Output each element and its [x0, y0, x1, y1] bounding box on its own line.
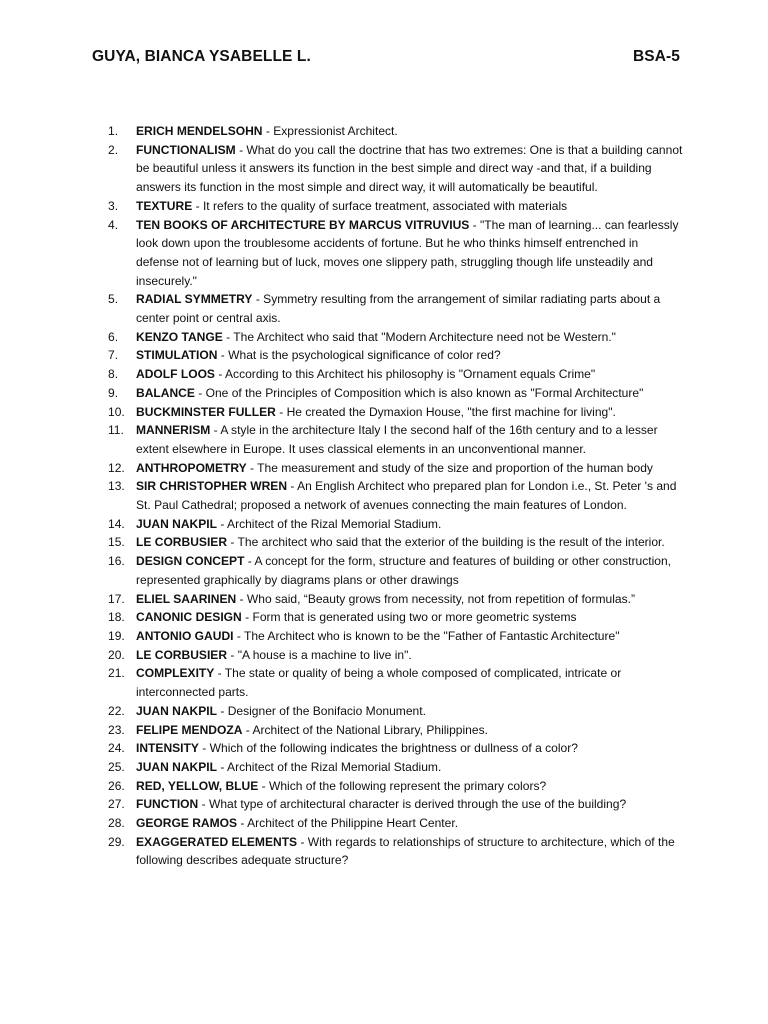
- item-term: TEXTURE: [136, 198, 193, 213]
- section-label: BSA-5: [632, 48, 680, 65]
- item-term: DESIGN CONCEPT: [136, 554, 245, 569]
- item-description: - He created the Dymaxion House, "the first machine for living".: [275, 404, 616, 419]
- item-number: 26.: [108, 778, 125, 793]
- item-description: - Symmetry resulting from the arrangement of similar radiating parts about a center point or central axis.: [136, 292, 661, 326]
- item-number: 3.: [108, 198, 119, 213]
- item-term: JUAN NAKPIL: [136, 703, 217, 718]
- list-item: [108, 646, 683, 665]
- list-item: [108, 721, 683, 740]
- item-term: LE CORBUSIER: [136, 647, 228, 662]
- item-description: - It refers to the quality of surface treatment, associated with materials: [192, 198, 568, 213]
- list-item: [108, 197, 683, 216]
- item-term: KENZO TANGE: [136, 329, 223, 344]
- item-term: JUAN NAKPIL: [136, 759, 217, 774]
- item-term: CANONIC DESIGN: [136, 610, 242, 625]
- item-description: - Architect of the Rizal Memorial Stadium.: [217, 516, 442, 531]
- item-term: ANTHROPOMETRY: [136, 460, 247, 475]
- list-item: [108, 346, 683, 365]
- item-term: FELIPE MENDOZA: [136, 722, 243, 737]
- item-description: - Architect of the Rizal Memorial Stadium.: [217, 759, 442, 774]
- item-description: - Who said, “Beauty grows from necessity, not from repetition of formulas.”: [236, 591, 635, 606]
- item-description: - Designer of the Bonifacio Monument.: [217, 703, 426, 718]
- student-name: GUYA, BIANCA YSABELLE L.: [92, 48, 311, 65]
- item-term: LE CORBUSIER: [136, 535, 228, 550]
- item-number: 13.: [108, 479, 125, 494]
- item-description: - What do you call the doctrine that has two extremes: One is that a building cannot be beautiful unless it answers its function in the best simple and direct way -and that, if a building answers its function in the most simple and direct way, it will automatically be beautiful.: [136, 142, 683, 195]
- item-description: - What is the psychological significance of color red?: [217, 348, 501, 363]
- item-number: 17.: [108, 591, 125, 606]
- list-item: [108, 590, 683, 609]
- item-term: STIMULATION: [136, 348, 218, 363]
- item-number: 18.: [108, 610, 125, 625]
- item-term: ELIEL SAARINEN: [136, 591, 237, 606]
- item-term: RED, YELLOW, BLUE: [136, 778, 259, 793]
- list-item: [108, 515, 683, 534]
- list-item: [108, 814, 683, 833]
- item-description: - The Architect who is known to be the "Father of Fantastic Architecture": [233, 628, 620, 643]
- item-term: COMPLEXITY: [136, 666, 215, 681]
- list-item: [108, 627, 683, 646]
- item-description: - One of the Principles of Composition which is also known as "Formal Architecture": [194, 385, 644, 400]
- item-number: 24.: [108, 741, 125, 756]
- list-item: [108, 403, 683, 422]
- list-item: [108, 216, 683, 291]
- item-number: 27.: [108, 797, 125, 812]
- item-description: - A concept for the form, structure and features of building or other construction, represented graphically by diagrams plans or other drawings: [136, 554, 671, 587]
- item-description: - The architect who said that the exterior of the building is the result of the interior.: [227, 535, 665, 550]
- item-description: - What type of architectural character is derived through the use of the building?: [198, 797, 627, 812]
- list-item: [108, 777, 683, 796]
- item-number: 28.: [108, 816, 125, 831]
- item-number: 29.: [108, 834, 125, 849]
- list-item: [108, 384, 683, 403]
- item-number: 20.: [108, 647, 125, 662]
- item-number: 2.: [108, 142, 119, 157]
- item-term: ERICH MENDELSOHN: [136, 124, 263, 138]
- item-description: - According to this Architect his philosophy is "Ornament equals Crime": [214, 367, 596, 382]
- item-number: 15.: [108, 535, 125, 550]
- item-number: 23.: [108, 722, 125, 737]
- item-term: FUNCTIONALISM: [136, 142, 236, 157]
- item-number: 9.: [108, 385, 119, 400]
- item-term: FUNCTION: [136, 797, 199, 812]
- item-description: - Form that is generated using two or more geometric systems: [241, 610, 577, 625]
- list-item: [108, 328, 683, 347]
- item-description: - An English Architect who prepared plan for London i.e., St. Peter 's and St. Paul Cathedral; proposed a network of avenues connecting the main features of London.: [136, 479, 677, 513]
- item-term: TEN BOOKS OF ARCHITECTURE BY MARCUS VITRUVIUS: [136, 217, 470, 232]
- item-description: - A style in the architecture Italy I the second half of the 16th century and to a lesser extent elsewhere in Europe. It uses classical elements in an unconventional manner.: [136, 423, 658, 456]
- page-header: [92, 48, 680, 66]
- list-item: [108, 795, 683, 814]
- list-item: [108, 739, 683, 758]
- list-item: [108, 477, 683, 514]
- item-term: MANNERISM: [136, 423, 211, 438]
- item-description: - Which of the following represent the primary colors?: [258, 778, 547, 793]
- item-description: - The state or quality of being a whole composed of complicated, intricate or interconnected parts.: [136, 666, 622, 700]
- item-term: ANTONIO GAUDI: [136, 628, 234, 643]
- item-term: RADIAL SYMMETRY: [136, 292, 253, 307]
- item-term: GEORGE RAMOS: [136, 816, 238, 831]
- item-number: 6.: [108, 329, 119, 344]
- list-item: [108, 552, 683, 589]
- list-item: [108, 122, 683, 141]
- item-number: 19.: [108, 628, 125, 643]
- item-number: 22.: [108, 703, 125, 718]
- list-item: [108, 608, 683, 627]
- list-item: [108, 365, 683, 384]
- item-term: EXAGGERATED ELEMENTS: [136, 834, 298, 849]
- item-term: JUAN NAKPIL: [136, 516, 217, 531]
- list-item: [108, 664, 683, 701]
- item-term: BUCKMINSTER FULLER: [136, 404, 276, 419]
- item-number: 8.: [108, 367, 119, 382]
- item-description: - Architect of the Philippine Heart Center.: [237, 816, 459, 831]
- item-description: - "A house is a machine to live in".: [227, 647, 412, 662]
- list-item: [108, 290, 683, 327]
- item-term: BALANCE: [136, 385, 195, 400]
- list-item: [108, 141, 683, 197]
- item-number: 25.: [108, 759, 125, 774]
- item-description: - Architect of the National Library, Philippines.: [242, 722, 488, 737]
- question-list: [108, 122, 683, 870]
- item-number: 12.: [108, 460, 125, 475]
- item-description: - Which of the following indicates the brightness or dullness of a color?: [198, 741, 578, 756]
- item-description: - "The man of learning... can fearlessly look down upon the troublesome accidents of fortune. But he who thinks himself entrenched in defense not of learning but of luck, moves one slippery path, struggling though life unsteadily and insecurely.": [136, 217, 679, 288]
- item-number: 21.: [108, 666, 125, 681]
- item-number: 1.: [108, 124, 119, 138]
- item-term: SIR CHRISTOPHER WREN: [136, 479, 288, 494]
- item-number: 14.: [108, 516, 125, 531]
- item-term: ADOLF LOOS: [136, 367, 215, 382]
- item-description: - Expressionist Architect.: [262, 124, 398, 138]
- item-number: 7.: [108, 348, 119, 363]
- item-number: 5.: [108, 292, 119, 307]
- list-item: [108, 758, 683, 777]
- item-number: 11.: [108, 423, 124, 438]
- item-description: - With regards to relationships of structure to architecture, which of the following describes adequate structure?: [136, 834, 675, 868]
- list-item: [108, 833, 683, 870]
- item-number: 10.: [108, 404, 125, 419]
- item-number: 4.: [108, 217, 119, 232]
- list-item: [108, 702, 683, 721]
- item-description: - The Architect who said that "Modern Architecture need not be Western.": [222, 329, 616, 344]
- list-item: [108, 459, 683, 478]
- list-item: [108, 533, 683, 552]
- item-number: 16.: [108, 554, 125, 569]
- item-description: - The measurement and study of the size and proportion of the human body: [246, 460, 653, 475]
- item-term: INTENSITY: [136, 741, 199, 756]
- list-item: [108, 421, 683, 458]
